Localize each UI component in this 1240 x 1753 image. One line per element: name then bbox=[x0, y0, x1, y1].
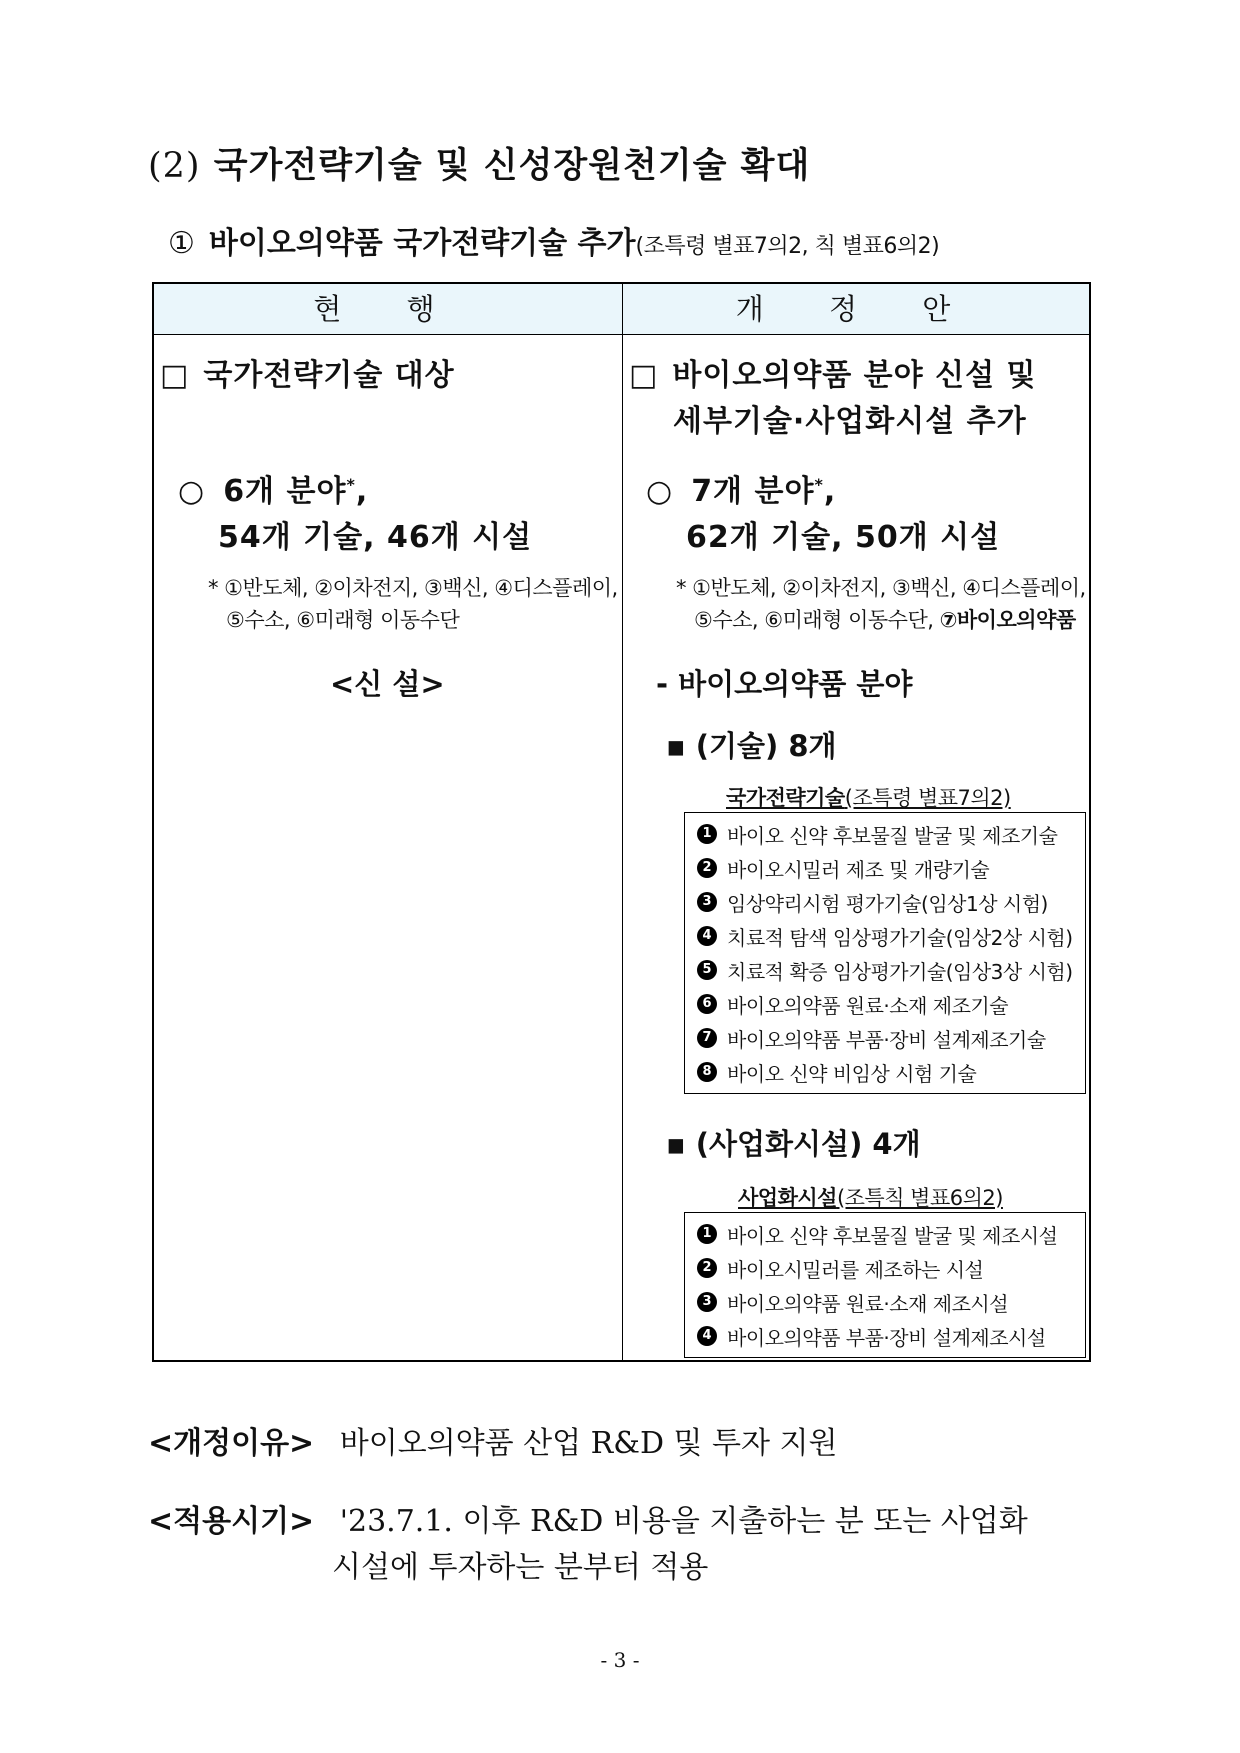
sub-title bbox=[168, 218, 939, 262]
application-period bbox=[148, 1496, 1028, 1540]
current-checkbox-item: □ 국가전략기술 대상 bbox=[160, 358, 455, 393]
current-new-label: <신 설> bbox=[330, 667, 445, 701]
header-proposed: 개 정 안 bbox=[735, 292, 979, 326]
current-bullet-line2: 54개 기술, 46개 시설 bbox=[218, 520, 533, 555]
current-bullet: ○ 6개 분야*, bbox=[178, 474, 369, 509]
sub-title-marker: ① bbox=[168, 226, 195, 261]
list-item: 2 바이오시밀러를 제조하는 시설 bbox=[697, 1251, 1085, 1285]
reason-label: <개정이유> bbox=[148, 1426, 315, 1461]
page-number: - 3 - bbox=[600, 1648, 640, 1672]
section-title bbox=[148, 138, 810, 188]
list-item: 3 임상약리시험 평가기술(임상1상 시험) bbox=[697, 885, 1085, 919]
sub-title-ref: (조특령 별표7의2, 칙 별표6의2) bbox=[635, 234, 940, 259]
list-item: 8 바이오 신약 비임상 시험 기술 bbox=[697, 1055, 1085, 1089]
facility-heading: ▪ (사업화시설) 4개 bbox=[666, 1127, 921, 1161]
tech-list-box bbox=[684, 812, 1086, 1094]
comparison-table bbox=[152, 282, 1091, 1362]
list-item: 5 치료적 확증 임상평가기술(임상3상 시험) bbox=[697, 953, 1085, 987]
tech-box-label: 국가전략기술(조특령 별표7의2) bbox=[726, 786, 1011, 810]
reason-text: 바이오의약품 산업 R&D 및 투자 지원 bbox=[339, 1426, 838, 1461]
sub-title-text: 바이오의약품 국가전략기술 추가 bbox=[208, 226, 636, 261]
proposed-checkbox-line2: 세부기술·사업화시설 추가 bbox=[673, 404, 1027, 439]
proposed-note-line1: * ①반도체, ②이차전지, ③백신, ④디스플레이, bbox=[676, 576, 1086, 600]
section-number: (2) bbox=[148, 146, 201, 186]
list-item: 7 바이오의약품 부품·장비 설계제조기술 bbox=[697, 1021, 1085, 1055]
list-item: 1 바이오 신약 후보물질 발굴 및 제조시설 bbox=[697, 1217, 1085, 1251]
tech-heading: ▪ (기술) 8개 bbox=[666, 729, 837, 763]
amendment-reason bbox=[148, 1418, 838, 1462]
list-item: 1 바이오 신약 후보물질 발굴 및 제조기술 bbox=[697, 817, 1085, 851]
apply-line2: 시설에 투자하는 분부터 적용 bbox=[332, 1550, 709, 1585]
apply-line1: '23.7.1. 이후 R&D 비용을 지출하는 분 또는 사업화 bbox=[339, 1504, 1028, 1539]
proposed-bullet-line2: 62개 기술, 50개 시설 bbox=[686, 520, 1001, 555]
proposed-note-line2: ⑤수소, ⑥미래형 이동수단, ⑦바이오의약품 bbox=[694, 608, 1076, 632]
facility-box-label: 사업화시설(조특칙 별표6의2) bbox=[738, 1186, 1003, 1210]
list-item: 3 바이오의약품 원료·소재 제조시설 bbox=[697, 1285, 1085, 1319]
list-item: 4 치료적 탐색 임상평가기술(임상2상 시험) bbox=[697, 919, 1085, 953]
list-item: 2 바이오시밀러 제조 및 개량기술 bbox=[697, 851, 1085, 885]
current-note-line2: ⑤수소, ⑥미래형 이동수단 bbox=[226, 608, 460, 632]
list-item: 6 바이오의약품 원료·소재 제조기술 bbox=[697, 987, 1085, 1021]
proposed-checkbox-item: □ 바이오의약품 분야 신설 및 bbox=[629, 358, 1037, 393]
header-current: 현 행 bbox=[313, 292, 463, 326]
proposed-bullet: ○ 7개 분야*, bbox=[646, 474, 837, 509]
list-item: 4 바이오의약품 부품·장비 설계제조시설 bbox=[697, 1319, 1085, 1353]
proposed-dash-item: - 바이오의약품 분야 bbox=[656, 667, 913, 701]
current-note-line1: * ①반도체, ②이차전지, ③백신, ④디스플레이, bbox=[208, 576, 618, 600]
facility-list-box bbox=[684, 1212, 1086, 1358]
section-title-text: 국가전략기술 및 신성장원천기술 확대 bbox=[213, 146, 811, 186]
column-divider bbox=[622, 284, 623, 1360]
apply-label: <적용시기> bbox=[148, 1504, 315, 1539]
